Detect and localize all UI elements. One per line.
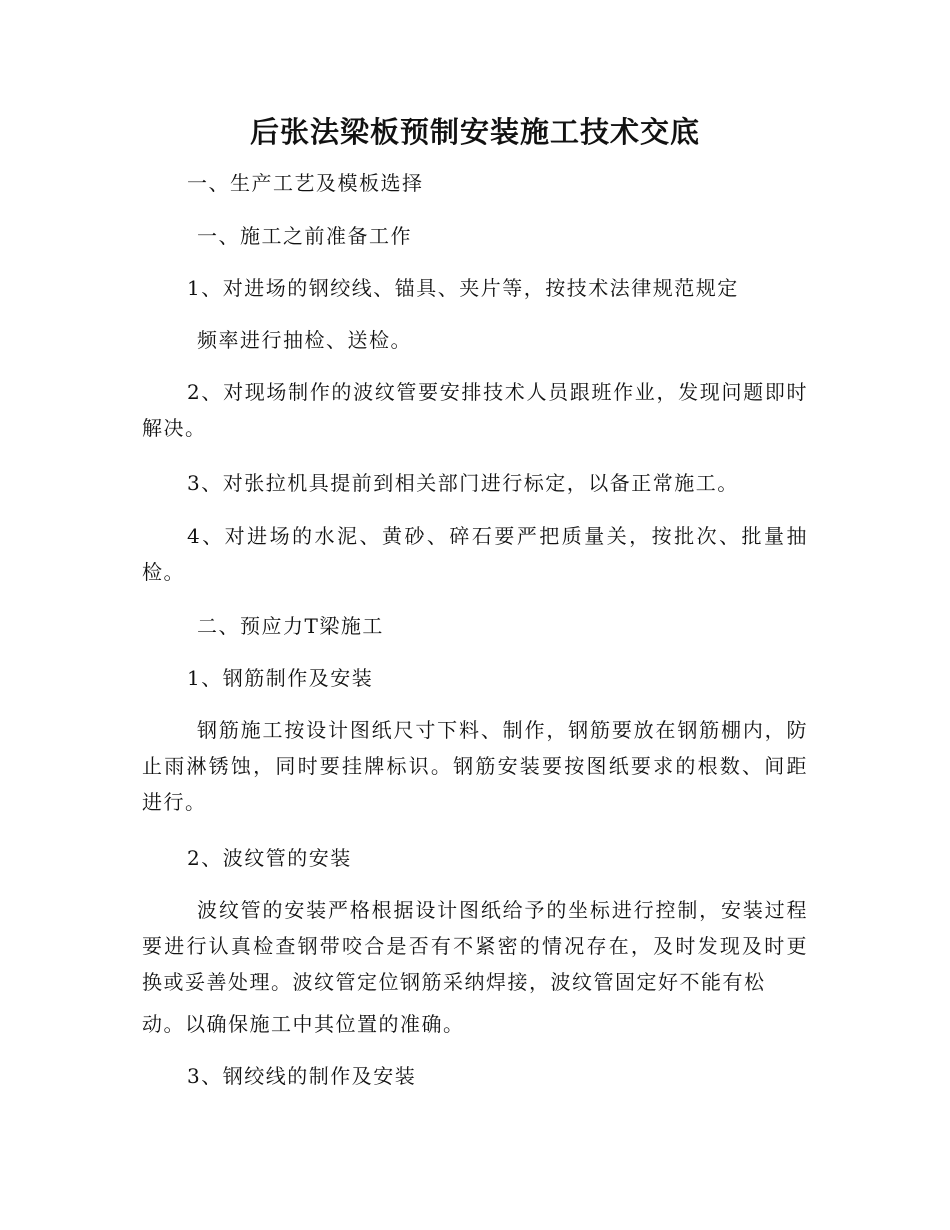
paragraph-rebar: 钢筋施工按设计图纸尺寸下料、制作，钢筋要放在钢筋棚内，防止雨淋锈蚀，同时要挂牌标识。钢筋安装要按图纸要求的根数、间距进行。 [142, 718, 808, 814]
paragraph-3: 3、对张拉机具提前到相关部门进行标定，以备正常施工。 [187, 471, 739, 495]
document-title: 后张法梁板预制安装施工技术交底 [249, 115, 700, 149]
subheading-corrugated-pipe: 2、波纹管的安装 [187, 846, 352, 870]
subheading-steel-strand: 3、钢绞线的制作及安装 [187, 1064, 417, 1088]
paragraph-corrugated-pipe: 波纹管的安装严格根据设计图纸给予的坐标进行控制，安装过程要进行认真检查钢带咬合是否有不紧密的情况存在，及时发现及时更换或妥善处理。波纹管定位钢筋采纳焊接，波纹管固定好不能有松 [142, 898, 808, 994]
paragraph-2: 2、对现场制作的波纹管要安排技术人员跟班作业，发现问题即时解决。 [142, 380, 808, 440]
paragraph-4: 4、对进场的水泥、黄砂、碎石要严把质量关，按批次、批量抽检。 [142, 524, 808, 584]
paragraph-1-line-2: 频率进行抽检、送检。 [197, 328, 412, 352]
paragraph-1-line-1: 1、对进场的钢绞线、锚具、夹片等，按技术法律规范规定 [187, 276, 739, 300]
section-heading-preparation: 一、施工之前准备工作 [197, 224, 412, 248]
subheading-rebar: 1、钢筋制作及安装 [187, 666, 374, 690]
section-heading-prestressed-t-beam: 二、预应力T梁施工 [197, 614, 384, 638]
paragraph-corrugated-pipe-end: 动。以确保施工中其位置的准确。 [142, 1012, 465, 1036]
section-heading-production-process: 一、生产工艺及模板选择 [187, 171, 424, 195]
